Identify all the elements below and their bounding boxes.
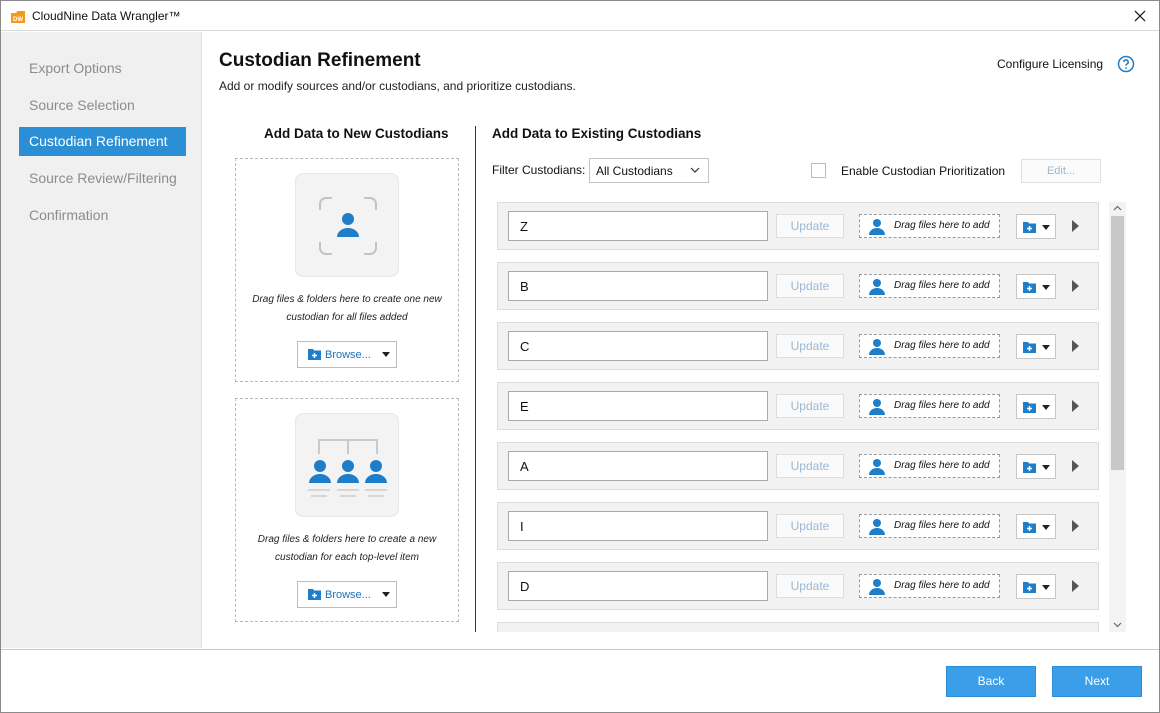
expand-arrow-icon[interactable]: [1072, 580, 1079, 592]
page-subtitle: Add or modify sources and/or custodians, and prioritize custodians.: [219, 79, 576, 93]
custodian-row: [497, 262, 1099, 310]
window-title: CloudNine Data Wrangler™: [32, 9, 181, 23]
custodian-row: [497, 382, 1099, 430]
drag-files-label: Drag files here to add: [894, 220, 990, 231]
update-button[interactable]: Update: [776, 394, 844, 418]
custodian-row: [497, 502, 1099, 550]
chevron-down-icon: [1042, 285, 1050, 290]
expand-arrow-icon[interactable]: [1072, 400, 1079, 412]
app-logo-icon: [10, 8, 26, 24]
custodian-name-input[interactable]: [508, 451, 768, 481]
sidebar-item-label: Custodian Refinement: [29, 133, 168, 149]
sidebar-item-label: Source Review/Filtering: [29, 170, 177, 186]
folder-add-icon: [1023, 281, 1036, 293]
filter-custodians-select[interactable]: [589, 158, 709, 183]
chevron-down-icon[interactable]: [1113, 622, 1122, 628]
chevron-down-icon: [1042, 525, 1050, 530]
folder-add-icon: [308, 588, 321, 600]
drag-files-zone[interactable]: [859, 514, 1000, 538]
svg-text:DW: DW: [13, 17, 23, 23]
folder-add-icon: [1023, 221, 1036, 233]
folder-add-icon: [1023, 581, 1036, 593]
sidebar-item-source-selection[interactable]: [19, 91, 186, 120]
back-button[interactable]: Back: [946, 666, 1036, 697]
multiple-users-tree-icon: [296, 414, 400, 518]
custodian-row-partial: [497, 622, 1099, 632]
custodian-name-input[interactable]: [508, 211, 768, 241]
add-folder-button[interactable]: [1016, 574, 1056, 599]
drag-files-zone[interactable]: [859, 574, 1000, 598]
user-icon: [868, 398, 886, 415]
expand-arrow-icon[interactable]: [1072, 220, 1079, 232]
drag-files-label: Drag files here to add: [894, 400, 990, 411]
update-button[interactable]: Update: [776, 454, 844, 478]
chevron-down-icon: [1042, 405, 1050, 410]
sidebar-item-export-options[interactable]: [19, 54, 186, 83]
sidebar-item-label: Source Selection: [29, 97, 135, 113]
user-icon: [868, 338, 886, 355]
custodian-name-input[interactable]: [508, 571, 768, 601]
user-icon: [868, 518, 886, 535]
chevron-down-icon: [1042, 225, 1050, 230]
user-icon: [868, 458, 886, 475]
folder-add-icon: [1023, 401, 1036, 413]
chevron-up-icon[interactable]: [1113, 205, 1122, 211]
single-user-frame-icon: [296, 174, 400, 278]
browse-label: Browse...: [325, 349, 371, 361]
custodian-row: [497, 562, 1099, 610]
browse-single-button[interactable]: [297, 341, 397, 368]
expand-arrow-icon[interactable]: [1072, 460, 1079, 472]
custodian-name-input[interactable]: [508, 331, 768, 361]
prioritization-checkbox[interactable]: [811, 163, 826, 178]
expand-arrow-icon[interactable]: [1072, 280, 1079, 292]
chevron-down-icon: [1042, 345, 1050, 350]
drag-files-zone[interactable]: [859, 274, 1000, 298]
expand-arrow-icon[interactable]: [1072, 520, 1079, 532]
custodian-list: [497, 202, 1101, 632]
user-icon: [868, 578, 886, 595]
add-folder-button[interactable]: [1016, 514, 1056, 539]
drag-files-label: Drag files here to add: [894, 520, 990, 531]
existing-custodians-heading: Add Data to Existing Custodians: [492, 126, 702, 141]
update-button[interactable]: Update: [776, 334, 844, 358]
user-icon: [868, 218, 886, 235]
sidebar-item-label: Confirmation: [29, 207, 109, 223]
custodian-row: [497, 202, 1099, 250]
update-button[interactable]: Update: [776, 274, 844, 298]
main-panel: [203, 32, 1159, 648]
column-divider: [475, 126, 476, 632]
single-custodian-illustration: [295, 173, 399, 277]
chevron-down-icon: [690, 166, 700, 174]
drag-files-label: Drag files here to add: [894, 280, 990, 291]
custodian-row: [497, 322, 1099, 370]
add-folder-button[interactable]: [1016, 394, 1056, 419]
folder-add-icon: [1023, 521, 1036, 533]
multi-custodian-drop-zone[interactable]: [235, 398, 459, 622]
sidebar-item-confirmation[interactable]: [19, 201, 186, 230]
multi-custodian-instructions: Drag files & folders here to create a new custodian for each top-level item: [257, 534, 437, 563]
add-folder-button[interactable]: [1016, 334, 1056, 359]
add-folder-button[interactable]: [1016, 274, 1056, 299]
expand-arrow-icon[interactable]: [1072, 340, 1079, 352]
multi-custodian-illustration: [295, 413, 399, 517]
drag-files-label: Drag files here to add: [894, 460, 990, 471]
edit-prioritization-button[interactable]: Edit...: [1021, 159, 1101, 183]
sidebar-item-source-review-filtering[interactable]: [19, 164, 186, 193]
single-custodian-drop-zone[interactable]: [235, 158, 459, 382]
sidebar-item-custodian-refinement[interactable]: [19, 127, 186, 156]
filter-custodians-label: Filter Custodians:: [492, 163, 586, 177]
title-bar: [1, 1, 1159, 31]
scrollbar-thumb[interactable]: [1111, 216, 1124, 470]
drag-files-zone[interactable]: [859, 394, 1000, 418]
close-icon: [1134, 10, 1146, 22]
update-button[interactable]: Update: [776, 574, 844, 598]
next-button[interactable]: Next: [1052, 666, 1142, 697]
page-title: Custodian Refinement: [219, 50, 421, 71]
folder-add-icon: [308, 348, 321, 360]
browse-label: Browse...: [325, 589, 371, 601]
folder-add-icon: [1023, 341, 1036, 353]
prioritization-label: Enable Custodian Prioritization: [841, 164, 1006, 178]
chevron-down-icon: [1042, 585, 1050, 590]
user-icon: [868, 278, 886, 295]
help-icon[interactable]: [1117, 55, 1135, 73]
new-custodians-heading: Add Data to New Custodians: [264, 126, 449, 141]
drag-files-zone[interactable]: [859, 454, 1000, 478]
drag-files-zone[interactable]: [859, 214, 1000, 238]
drag-files-zone[interactable]: [859, 334, 1000, 358]
drag-files-label: Drag files here to add: [894, 340, 990, 351]
sidebar-item-label: Export Options: [29, 60, 122, 76]
footer-bar: [1, 649, 1159, 712]
add-folder-button[interactable]: [1016, 214, 1056, 239]
update-button[interactable]: Update: [776, 214, 844, 238]
browse-multiple-button[interactable]: [297, 581, 397, 608]
close-button[interactable]: [1129, 5, 1151, 27]
drag-files-label: Drag files here to add: [894, 580, 990, 591]
add-folder-button[interactable]: [1016, 454, 1056, 479]
custodian-row: [497, 442, 1099, 490]
custodian-name-input[interactable]: [508, 391, 768, 421]
folder-add-icon: [1023, 461, 1036, 473]
configure-licensing-link[interactable]: Configure Licensing: [997, 57, 1104, 71]
chevron-down-icon: [382, 352, 390, 357]
chevron-down-icon: [1042, 465, 1050, 470]
custodian-name-input[interactable]: [508, 511, 768, 541]
single-custodian-instructions: Drag files & folders here to create one new custodian for all files added: [252, 294, 442, 323]
custodian-list-scrollbar[interactable]: [1109, 202, 1126, 632]
wizard-steps-sidebar: [1, 32, 202, 648]
chevron-down-icon: [382, 592, 390, 597]
filter-selected-value: All Custodians: [596, 164, 673, 178]
update-button[interactable]: Update: [776, 514, 844, 538]
custodian-name-input[interactable]: [508, 271, 768, 301]
